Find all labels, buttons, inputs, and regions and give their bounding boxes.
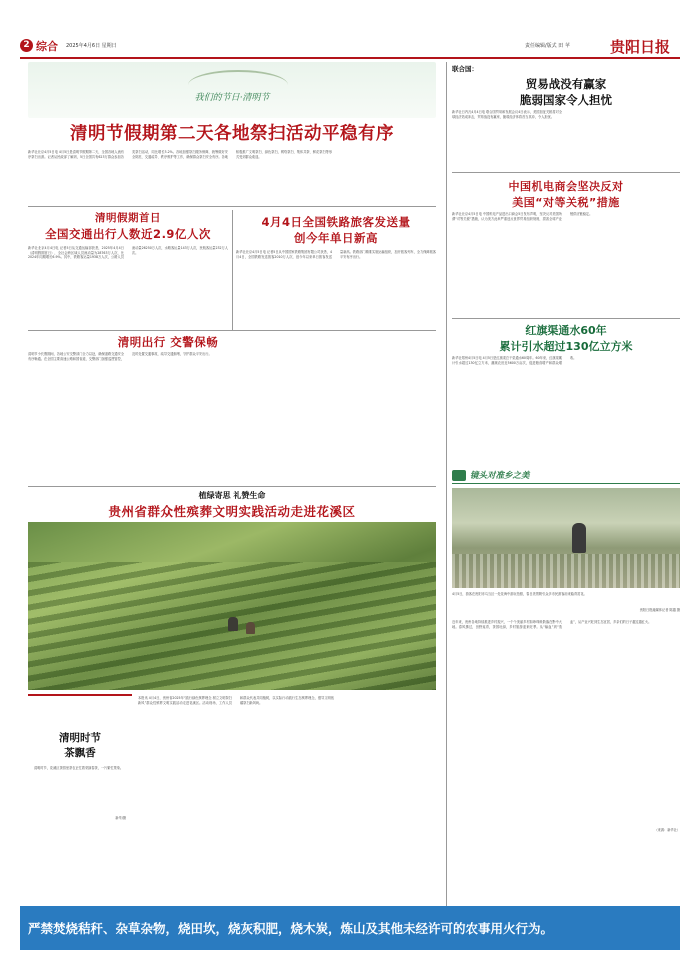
essay-body: 近年来，贵州各地持续推进乡村振兴，一个个美丽乡村如珍珠般散落在黔中大地。春风拂过，田野返青，茶园吐绿，乡村旅游迎来旺季。从“输血”到“造血”，从产业兴旺到生态宜居，乡亲们的日子越过越红火。 [452, 620, 652, 629]
essay-source: （来源：新华社） [654, 828, 680, 832]
sub1-headline: 全国交通出行人数近2.9亿人次 [45, 227, 211, 241]
right-h3-line2: 累计引水超过130亿立方米 [499, 340, 633, 353]
tea-garden-photo [28, 522, 436, 690]
photo-column-tag [452, 468, 680, 484]
footer-banner [20, 906, 680, 950]
sub1-kicker: 清明假期首日 [95, 212, 161, 224]
right-h1-line1: 贸易战没有赢家 [525, 77, 607, 91]
editor-credit: 责任编辑/版式 田 苹 [525, 43, 570, 49]
sub1-body: 新华社北京4月4日电 记者5日从交通运输部获悉，2025年4月4日（清明假期首日），全社会跨区域人员流动量为28763万人次，比2024年同期增长6.9%。其中，铁路客运量1938万人次，公路人员流动量26250万人次，水路客运量143万人次，民航客运量232万人次。 [28, 246, 228, 260]
sub2-headline-1: 4月4日全国铁路旅客发送量 [261, 215, 411, 229]
right-h3-body: 新华社郑州4月5日电 4月5日是红旗渠总干渠通水60周年。60年来，红旗渠累计引水超过130亿立方米，灌溉农田近5600万亩次，促进粮食增产和群众增收。 [452, 356, 577, 365]
sub2-body: 新华社北京4月5日电 记者5日从中国国家铁路集团有限公司获悉，4月4日，全国铁路发送旅客2010万人次，创今年以来单日旅客发送量新高。铁路部门精准实施运输组织，加开旅客列车，全力保障旅客平安有序出行。 [236, 250, 436, 259]
divider [232, 210, 233, 330]
worker-figure [228, 617, 238, 631]
right-h1-body: 新华社日内瓦4月4日电 联合国贸易和发展会议4日表示，美国加征关税将对全球经济造成冲击，贸易战没有赢家，脆弱经济体将首当其冲，令人担忧。 [452, 110, 562, 119]
feature-headline: 贵州省群众性殡葬文明实践活动走进花溪区 [108, 504, 356, 519]
sub2-headline-2: 创今年单日新高 [294, 231, 378, 245]
opinion-credit: 新华/摄 [115, 816, 126, 820]
camera-icon [452, 470, 466, 481]
opinion-title-2: 茶飘香 [64, 747, 96, 759]
lead-headline: 清明节假期第二天各地祭扫活动平稳有序 [70, 124, 394, 144]
masthead-logo: 贵阳日报 [610, 38, 671, 56]
issue-date: 2025年4月6日 星期日 [66, 43, 117, 49]
header-rule [20, 57, 680, 59]
divider [28, 206, 436, 207]
section-name: 综合 [36, 40, 58, 53]
opinion-title-1: 清明时节 [59, 732, 101, 744]
right-h2-body: 新华社北京4月5日电 中国机电产品进出口商会5日发布声明，坚决反对美国所谓“对等关税”措施，认为美方此举严重违反世界贸易组织规则，损害全球产业链供应链稳定。 [452, 212, 593, 221]
divider [28, 486, 436, 487]
flower-field-photo [452, 488, 680, 588]
divider [452, 318, 680, 319]
divider [452, 172, 680, 173]
photo-credit: 贵阳日报融媒体记者 陈越 摄 [639, 608, 680, 612]
page-header [20, 38, 680, 56]
flower-bed [452, 554, 680, 588]
worker-figure [246, 622, 255, 634]
right-h3-line1: 红旗渠通水60年 [525, 324, 607, 337]
right-section-label: 联合国： [452, 65, 478, 73]
page-number-badge: 2 [20, 39, 33, 52]
right-h2-line1: 中国机电商会坚决反对 [508, 180, 624, 193]
feature-body: 本报讯 4月4日，贵州省2025年“践行绿色殡葬理念 树立文明祭扫新风”群众性殡葬文明实践活动走进花溪区。活动现场，工作人员和群众代表共同植树，以实际行动践行生态殡葬理念，倡导文明低碳祭扫新风尚。 [138, 696, 334, 705]
column-tag-label: 镜头对准乡之美 [470, 471, 530, 481]
photo-caption: 4月5日，游客在贵阳市乌当区一处花海中游玩拍照，春日美景吸引众多市民游客前来踏青赏花。 [452, 592, 587, 596]
column-divider [446, 62, 447, 922]
lead-body: 新华社北京4月5日电 4月5日是清明节假期第二天，全国各地人流有序祭扫出游。记者从民政部了解到，5日全国共有623万群众参加各类祭扫活动，同比增长3.2%。各地加强祭扫服务保障，统筹做好安全防范、交通疏导、秩序维护等工作，确保群众祭扫安全有序。各地积极推广文明祭扫、绿色祭扫，网络祭扫、集体共祭、鲜花祭扫等形式受到群众欢迎。 [28, 150, 332, 159]
sub3-headline: 清明出行 交警保畅 [117, 335, 219, 349]
person-figure [572, 523, 586, 553]
footer-slogan: 严禁焚烧秸秆、杂草杂物，烧田坎，烧灰积肥，烧木炭，炼山及其他未经许可的农事用火行为。 [28, 921, 554, 936]
divider [28, 330, 436, 331]
right-h1-line2: 脆弱国家令人担忧 [520, 93, 612, 107]
festival-banner [28, 62, 436, 118]
right-h2-line2: 美国“对等关税”措施 [512, 196, 620, 209]
opinion-box [28, 694, 132, 834]
opinion-caption: 清明时节，花溪区茶园里茶农正忙着采摘春茶，一片繁忙景象。 [34, 766, 124, 770]
sub3-body: 清明节小长假期间，各地公安交警部门全力以赴，确保道路交通安全有序畅通。在全国主要高速公路和国省道，交警部门加强巡逻管控，及时处置交通事故，疏导交通拥堵，守护群众平安出行。 [28, 352, 212, 361]
banner-label: 我们的节日·清明节 [194, 93, 270, 103]
feature-kicker: 植绿寄思 礼赞生命 [198, 491, 266, 500]
